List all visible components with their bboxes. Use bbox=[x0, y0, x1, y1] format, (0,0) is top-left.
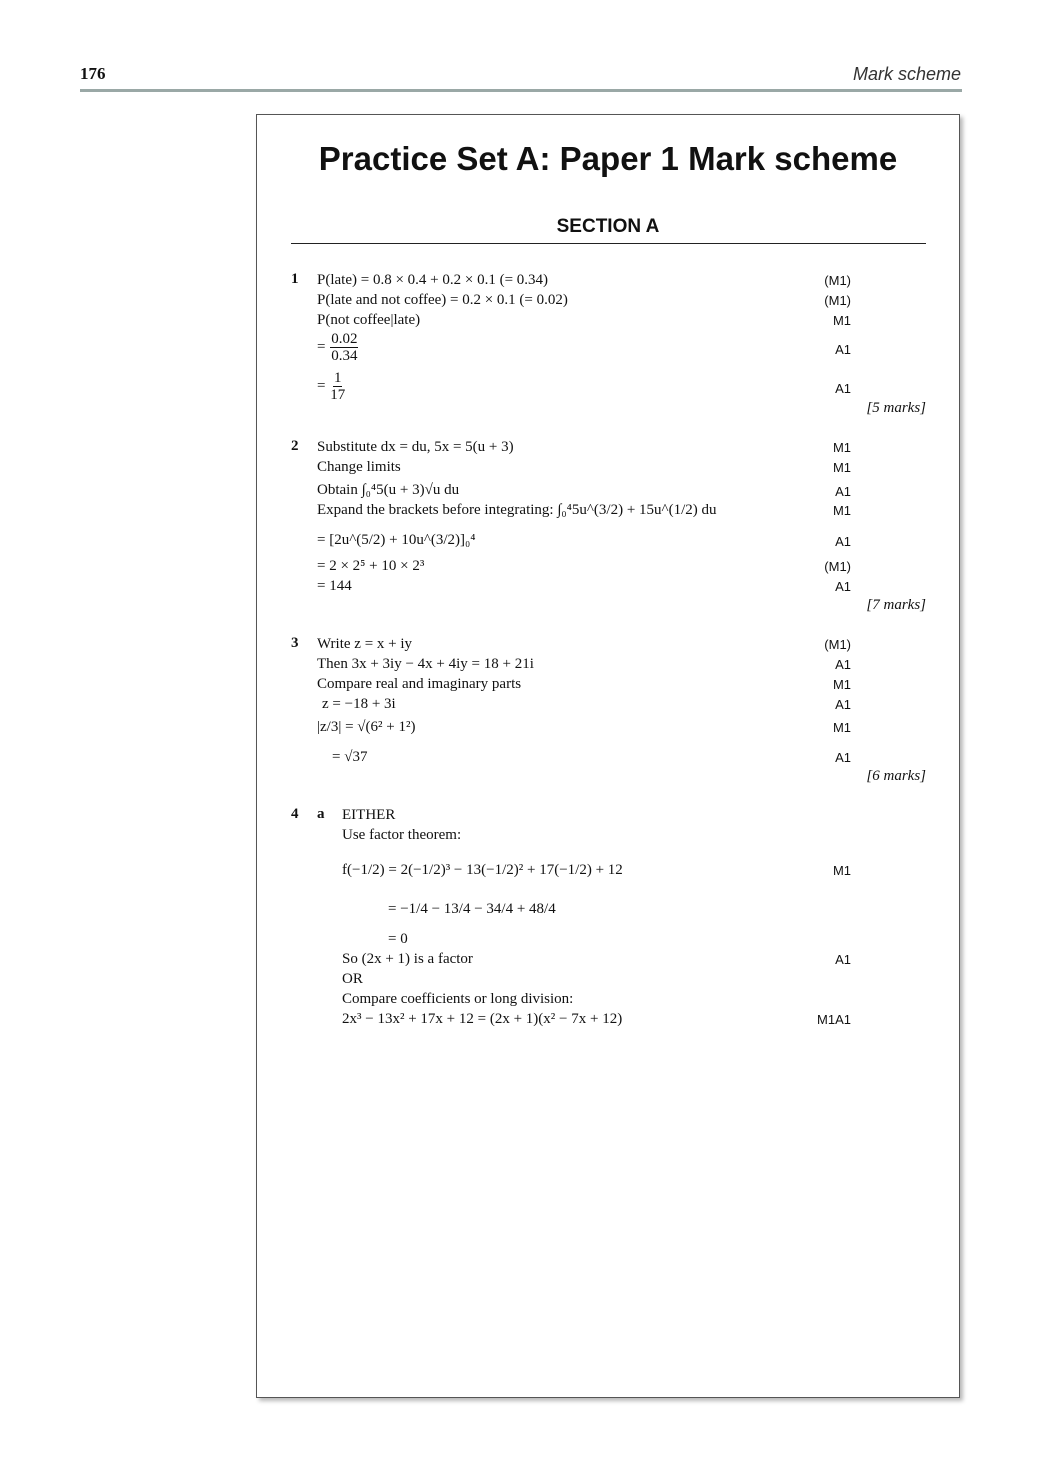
question-part: a bbox=[317, 806, 325, 822]
working-line: = √37 bbox=[332, 749, 368, 765]
mark: M1 bbox=[832, 460, 851, 475]
mark: M1 bbox=[832, 863, 851, 878]
working-line: Change limits bbox=[317, 459, 401, 475]
mark: A1 bbox=[835, 952, 851, 967]
working-line: f(−1/2) = 2(−1/2)³ − 13(−1/2)² + 17(−1/2) + 12 bbox=[342, 862, 623, 878]
mark: A1 bbox=[835, 657, 851, 672]
working-line: Substitute dx = du, 5x = 5(u + 3) bbox=[317, 439, 514, 455]
mark: A1 bbox=[835, 697, 851, 712]
working-line: OR bbox=[342, 971, 363, 987]
mark: M1A1 bbox=[817, 1012, 851, 1027]
mark: A1 bbox=[835, 534, 851, 549]
mark: M1 bbox=[832, 313, 851, 328]
mark: (M1) bbox=[824, 637, 851, 652]
question-number: 2 bbox=[291, 438, 299, 454]
numerator: 1 bbox=[333, 370, 342, 386]
total-marks: [6 marks] bbox=[866, 768, 926, 784]
working-line-fraction: = $\frac{1}{17}$ bbox=[317, 370, 346, 403]
working-line: = 2 × 2⁵ + 10 × 2³ bbox=[317, 558, 425, 574]
working-line: Compare real and imaginary parts bbox=[317, 676, 522, 692]
total-marks: [5 marks] bbox=[866, 400, 926, 416]
working-line: P(late and not coffee) = 0.2 × 0.1 (= 0.02) bbox=[317, 292, 568, 308]
working-line: Write z = x + iy bbox=[317, 636, 413, 652]
working-line: 2x³ − 13x² + 17x + 12 = (2x + 1)(x² − 7x + 12) bbox=[342, 1011, 623, 1027]
working-line: = 0 bbox=[388, 931, 408, 947]
working-line: = [2u^(5/2) + 10u^(3/2)]₀⁴ bbox=[317, 532, 476, 548]
mark: (M1) bbox=[824, 273, 851, 288]
working-line: Then 3x + 3iy − 4x + 4iy = 18 + 21i bbox=[317, 656, 534, 672]
mark: A1 bbox=[835, 750, 851, 765]
mark: A1 bbox=[835, 579, 851, 594]
working-line: z = −18 + 3i bbox=[322, 696, 396, 712]
denominator: 0.34 bbox=[331, 348, 358, 364]
mark: A1 bbox=[835, 342, 851, 357]
page-number: 176 bbox=[80, 64, 106, 83]
working-line: P(late) = 0.8 × 0.4 + 0.2 × 0.1 (= 0.34) bbox=[317, 272, 549, 288]
question-number: 3 bbox=[291, 635, 299, 651]
working-line: P(not coffee|late) bbox=[317, 312, 421, 328]
working-line-fraction: = $\frac{0.02}{0.34}$ bbox=[317, 331, 358, 364]
working-line: Obtain ∫₀⁴5(u + 3)√u du bbox=[317, 482, 460, 498]
header-rule bbox=[80, 89, 962, 92]
mark: M1 bbox=[832, 677, 851, 692]
question-number: 4 bbox=[291, 806, 299, 822]
working-line: = 144 bbox=[317, 578, 352, 594]
running-head: Mark scheme bbox=[852, 64, 961, 84]
working-line: EITHER bbox=[342, 807, 396, 823]
page-title: Practice Set A: Paper 1 Mark scheme bbox=[318, 140, 898, 177]
mark: A1 bbox=[835, 381, 851, 396]
working-line: Expand the brackets before integrating: ∫₀⁴5u^(3/2) + 15u^(1/2) du bbox=[317, 502, 717, 518]
mark: (M1) bbox=[824, 293, 851, 308]
section-rule bbox=[291, 243, 926, 244]
mark: M1 bbox=[832, 720, 851, 735]
mark: M1 bbox=[832, 503, 851, 518]
working-line: Use factor theorem: bbox=[342, 827, 462, 843]
working-line: Compare coefficients or long division: bbox=[342, 991, 574, 1007]
mark: (M1) bbox=[824, 559, 851, 574]
total-marks: [7 marks] bbox=[866, 597, 926, 613]
mark: A1 bbox=[835, 484, 851, 499]
section-heading: SECTION A bbox=[556, 216, 660, 237]
numerator: 0.02 bbox=[331, 331, 358, 347]
working-line: So (2x + 1) is a factor bbox=[342, 951, 473, 967]
question-number: 1 bbox=[291, 271, 299, 287]
mark: M1 bbox=[832, 440, 851, 455]
working-line: = −1/4 − 13/4 − 34/4 + 48/4 bbox=[388, 901, 556, 917]
working-line: |z/3| = √(6² + 1²) bbox=[317, 719, 416, 735]
denominator: 17 bbox=[330, 387, 346, 403]
